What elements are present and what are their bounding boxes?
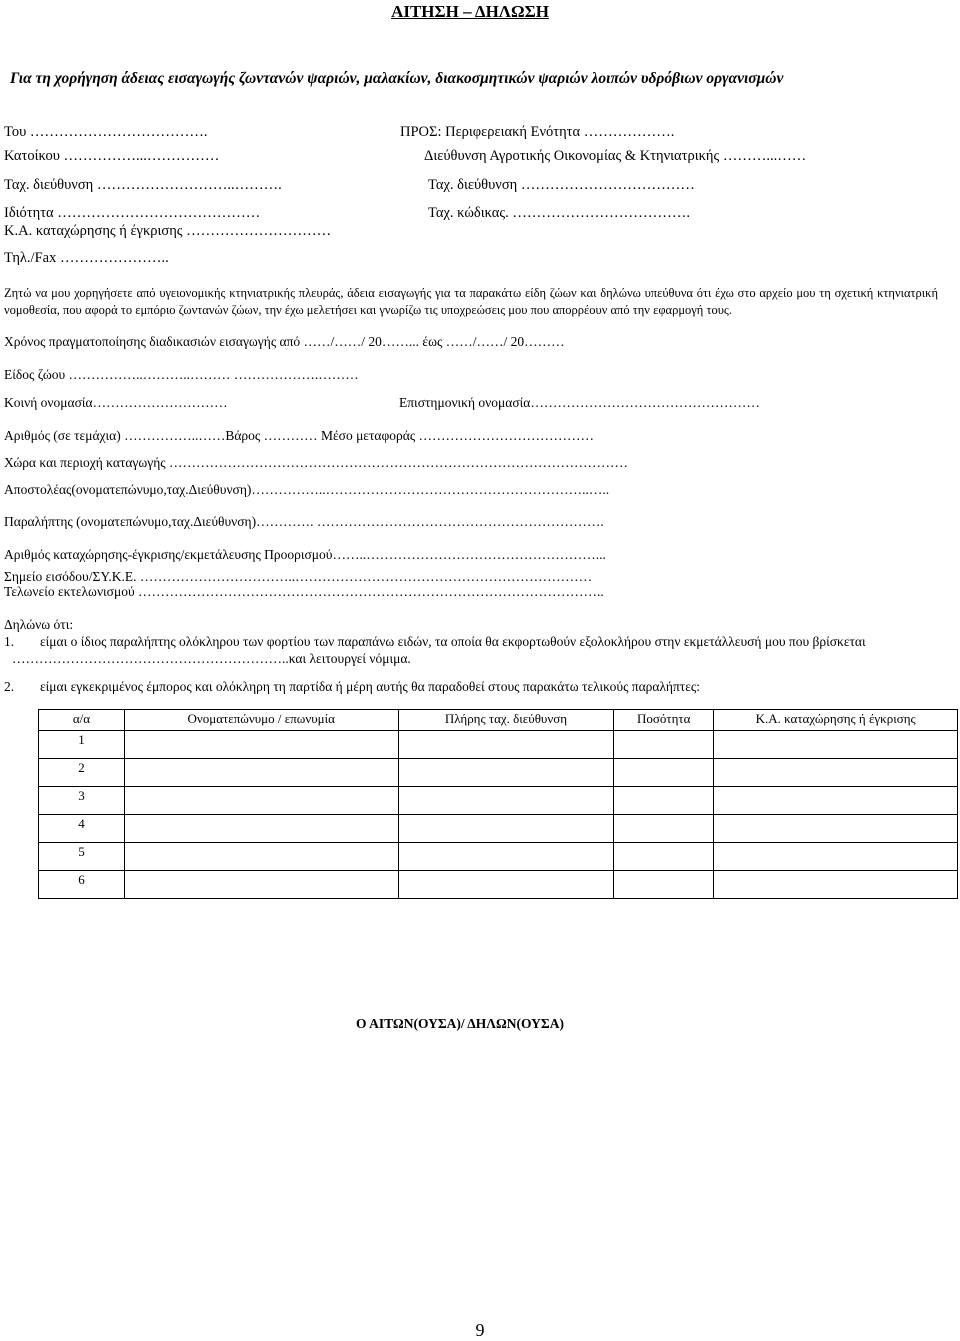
declaration-item1-continuation: ……………………………………………………..και λειτουργεί νόμιμα. [12, 651, 411, 666]
request-text: Ζητώ να μου χορηγήσετε από υγειονομικής κτηνιατρικής πλευράς, άδεια εισαγωγής για τα παρακάτω είδη ζώων και δηλώνω υπεύθυνα ότι έχω στο αρχείο μου τη σχετική κτηνιατρική νομοθεσία, που αφορά το εμπόριο ζωντανών ζώων, την έχω μελετήσει και γνωρίζω τις υποχρεώσεις μου που απορρέουν από την εφαρμογή τους. [4, 286, 938, 317]
applicant-phone: Τηλ./Fax ………………….. [4, 250, 169, 266]
applicant-of: Του ………………………………. [4, 124, 208, 140]
declaration-item1-number: 1. [4, 634, 15, 649]
table-cell [124, 787, 398, 815]
document-subtitle: Για τη χορήγηση άδειας εισαγωγής ζωντανών ψαριών, μαλακίων, διακοσμητικών ψαριών λοιπών υδρόβιων οργανισμών [10, 70, 784, 87]
table-cell [124, 815, 398, 843]
row-number: 2 [39, 759, 125, 787]
table-cell [614, 759, 714, 787]
table-cell [398, 843, 614, 871]
field-entry-point: Σημείο εισόδου/ΣΥ.Κ.Ε. ……………………………..………………………………………………………… [4, 569, 593, 584]
field-sender: Αποστολέας(ονοματεπώνυμο,ταχ.Διεύθυνση)……………..…………………………………………………..….. [4, 482, 610, 497]
table-row [39, 815, 958, 843]
declaration-item2-text: είμαι εγκεκριμένος έμπορος και ολόκληρη τη παρτίδα ή μέρη αυτής θα παραδοθεί στους παρακάτω τελικούς παραλήπτες: [40, 679, 700, 694]
recipient-to: ΠΡΟΣ: Περιφερειακή Ενότητα ………………. [400, 124, 675, 140]
table-cell [614, 787, 714, 815]
table-cell [714, 787, 958, 815]
field-scientific-name: Επιστημονική ονομασία…………………………………………… [399, 395, 760, 410]
table-header-cell: α/α [39, 710, 125, 731]
table-cell [714, 843, 958, 871]
table-header-cell: Κ.Α. καταχώρησης ή έγκρισης [714, 710, 958, 731]
table-cell [398, 787, 614, 815]
table-cell [714, 871, 958, 899]
table-cell [714, 759, 958, 787]
applicant-registration: Κ.Α. καταχώρησης ή έγκρισης ………………………… [4, 223, 332, 239]
applicant-occupation: Ιδιότητα …………………………………… [4, 205, 261, 221]
table-row [39, 843, 958, 871]
field-common-name: Κοινή ονομασία………………………… [4, 395, 228, 410]
field-import-period: Χρόνος πραγματοποίησης διαδικασιών εισαγωγής από ……/……/ 20……... έως ……/……/ 20……… [4, 334, 565, 349]
table-cell [714, 731, 958, 759]
recipient-address: Ταχ. διεύθυνση ……………………………… [428, 177, 695, 193]
table-cell [124, 759, 398, 787]
table-cell [714, 815, 958, 843]
table-cell [614, 731, 714, 759]
applicant-address: Ταχ. διεύθυνση ………………………..………. [4, 177, 282, 193]
table-cell [614, 871, 714, 899]
table-cell [124, 731, 398, 759]
table-row [39, 759, 958, 787]
table-header-cell: Ποσότητα [614, 710, 714, 731]
field-destination-registration: Αριθμός καταχώρησης-έγκρισης/εκμετάλευσης Προορισμού……..……………………………………………... [4, 547, 606, 562]
table-row [39, 787, 958, 815]
table-row [39, 871, 958, 899]
row-number: 1 [39, 731, 125, 759]
row-number: 3 [39, 787, 125, 815]
table-cell [124, 871, 398, 899]
table-cell [614, 843, 714, 871]
document-title: ΑΙΤΗΣΗ – ΔΗΛΩΣΗ [391, 2, 549, 21]
field-species: Είδος ζώου ……………..………..……… ……………….……… [4, 367, 359, 382]
row-number: 4 [39, 815, 125, 843]
table-row [39, 731, 958, 759]
page-number: 9 [475, 1320, 485, 1340]
table-cell [398, 731, 614, 759]
row-number: 6 [39, 871, 125, 899]
table-header-row [39, 710, 958, 731]
applicant-resident: Κατοίκου ……………...…………… [4, 148, 220, 164]
table-cell [398, 815, 614, 843]
table-header-cell: Ονοματεπώνυμο / επωνυμία [124, 710, 398, 731]
table-cell [398, 871, 614, 899]
field-country: Χώρα και περιοχή καταγωγής ………………………………………………………………………………………… [4, 455, 629, 470]
table-cell [398, 759, 614, 787]
table-cell [614, 815, 714, 843]
row-number: 5 [39, 843, 125, 871]
table-cell [124, 843, 398, 871]
field-customs: Τελωνείο εκτελωνισμού ………………………………………………………………………………………….. [4, 584, 604, 599]
declaration-item2-number: 2. [4, 679, 15, 694]
signature-label: Ο ΑΙΤΩΝ(ΟΥΣΑ)/ ΔΗΛΩΝ(ΟΥΣΑ) [356, 1016, 564, 1031]
table-header-cell: Πλήρης ταχ. διεύθυνση [398, 710, 614, 731]
declaration-item1-text: είμαι ο ίδιος παραλήπτης ολόκληρου των φορτίου των παραπάνω ειδών, τα οποία θα εκφορτωθούν εξολοκλήρου στην εκμετάλλευσή μου που βρίσκεται [40, 634, 866, 649]
recipient-postcode: Ταχ. κώδικας. ………………………………. [428, 205, 690, 221]
recipient-directorate: Διεύθυνση Αγροτικής Οικονομίας & Κτηνιατρικής ………...…… [424, 148, 807, 164]
final-recipients-table [38, 709, 958, 899]
field-receiver: Παραλήπτης (ονοματεπώνυμο,ταχ.Διεύθυνση)…………. ………………………………………………………. [4, 514, 604, 529]
field-quantity: Αριθμός (σε τεμάχια) ……………..……Βάρος ………… Μέσο μεταφοράς ………………………………… [4, 428, 595, 443]
declaration-heading: Δηλώνω ότι: [4, 617, 74, 632]
